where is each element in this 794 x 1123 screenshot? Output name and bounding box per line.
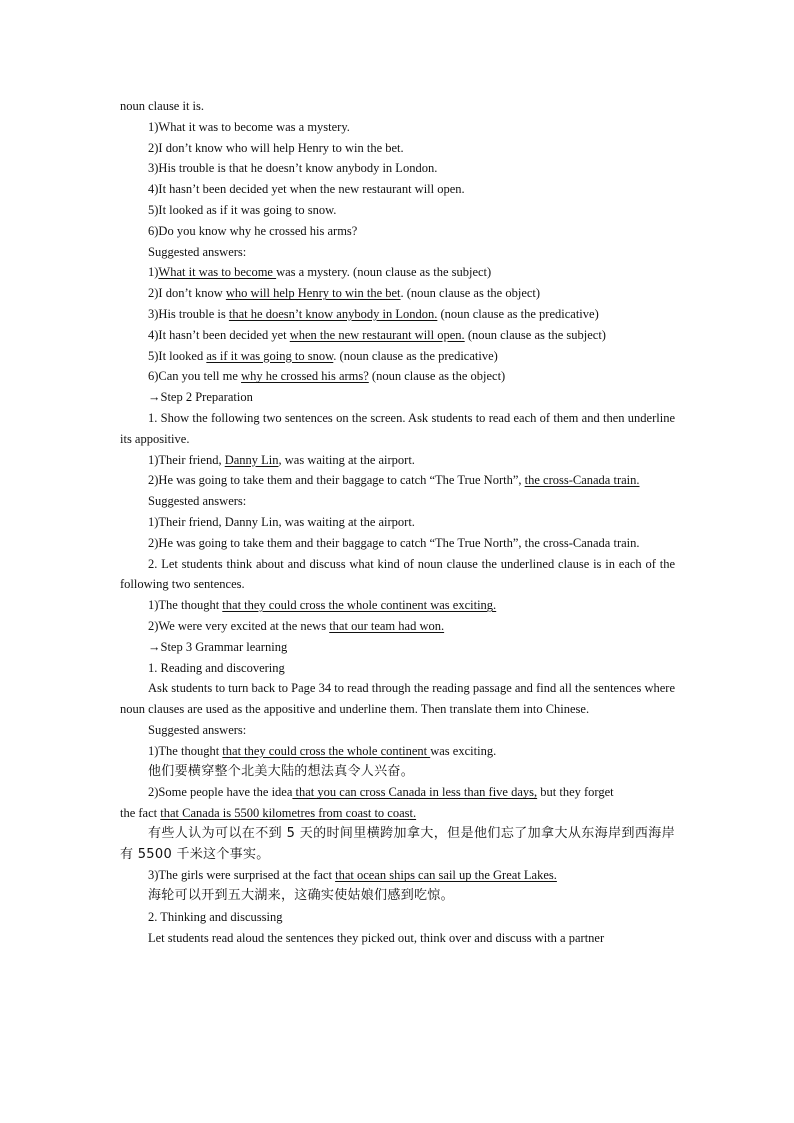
step2-answer: 2)He was going to take them and their baggage to catch “The True North”, the cross-Canada train. — [148, 535, 640, 550]
answer-item: 4)It hasn’t been decided yet when the new restaurant will open. (noun clause as the subject) — [148, 327, 606, 342]
intro-tail: noun clause it is. — [120, 99, 205, 113]
step3-last-line: Let students read aloud the sentences they picked out, think over and discuss with a partner — [148, 930, 605, 945]
suggested-answers-label: Suggested answers: — [148, 722, 247, 737]
exercise-list — [120, 117, 675, 242]
step3-answer-cont: the fact that Canada is 5500 kilometres from coast to coast. — [120, 806, 417, 821]
answer-item: 3)His trouble is that he doesn’t know anybody in London. (noun clause as the predicative) — [148, 306, 599, 321]
step3-answer: 2)Some people have the idea that you can cross Canada in less than five days, but they forget — [148, 785, 614, 800]
step3-translation: 海轮可以开到五大湖来，这确实使姑娘们感到吃惊。 — [148, 888, 454, 904]
step3-answer: 3)The girls were surprised at the fact that ocean ships can sail up the Great Lakes. — [148, 868, 557, 883]
step2-sentence: 2)He was going to take them and their baggage to catch “The True North”, the cross-Canada train. — [148, 473, 640, 488]
exercise-item: 6)Do you know why he crossed his arms? — [148, 223, 358, 238]
exercise-item: 4)It hasn’t been decided yet when the new restaurant will open. — [148, 182, 465, 197]
step2-sentence: 1)Their friend, Danny Lin, was waiting at the airport. — [148, 452, 415, 467]
step2-heading: →Step 2 Preparation — [148, 390, 253, 405]
step2-question: 1)The thought that they could cross the whole continent was exciting. — [148, 598, 497, 613]
answer-list — [120, 262, 675, 387]
exercise-item: 5)It looked as if it was going to snow. — [148, 202, 337, 217]
step3-instructions: Ask students to turn back to Page 34 to read through the reading passage and find all the sentences where noun clauses are used as the appositive and underline them. Then translate them into Chinese. — [120, 681, 675, 717]
step3-translation: 有些人认为可以在不到 5 天的时间里横跨加拿大，但是他们忘了加拿大从东海岸到西海岸有 5500 千米这个事实。 — [120, 825, 675, 862]
exercise-item: 2)I don’t know who will help Henry to win the bet. — [148, 140, 404, 155]
document-page — [120, 96, 675, 949]
step3-item1: 1. Reading and discovering — [148, 660, 285, 675]
answer-item: 5)It looked as if it was going to snow. (noun clause as the predicative) — [148, 348, 498, 363]
exercise-item: 1)What it was to become was a mystery. — [148, 119, 350, 134]
step3-item2: 2. Thinking and discussing — [148, 910, 283, 925]
suggested-answers-label: Suggested answers: — [148, 494, 247, 509]
exercise-item: 3)His trouble is that he doesn’t know anybody in London. — [148, 161, 438, 176]
step3-heading: →Step 3 Grammar learning — [148, 639, 288, 654]
step3-answer: 1)The thought that they could cross the whole continent was exciting. — [148, 743, 497, 758]
step2-question: 2)We were very excited at the news that our team had won. — [148, 618, 445, 633]
answer-item: 2)I don’t know who will help Henry to win the bet. (noun clause as the object) — [148, 286, 541, 301]
step2-item1: 1. Show the following two sentences on the screen. Ask students to read each of them and then underline its appositive. — [120, 410, 675, 446]
step2-answer: 1)Their friend, Danny Lin, was waiting at the airport. — [148, 514, 415, 529]
step2-item2: 2. Let students think about and discuss what kind of noun clause the underlined clause is in each of the following two sentences. — [120, 556, 675, 592]
suggested-answers-label: Suggested answers: — [148, 244, 247, 259]
step3-translation: 他们要横穿整个北美大陆的想法真令人兴奋。 — [148, 763, 415, 779]
answer-item: 1)What it was to become was a mystery. (noun clause as the subject) — [148, 265, 492, 280]
answer-item: 6)Can you tell me why he crossed his arms? (noun clause as the object) — [148, 369, 506, 384]
